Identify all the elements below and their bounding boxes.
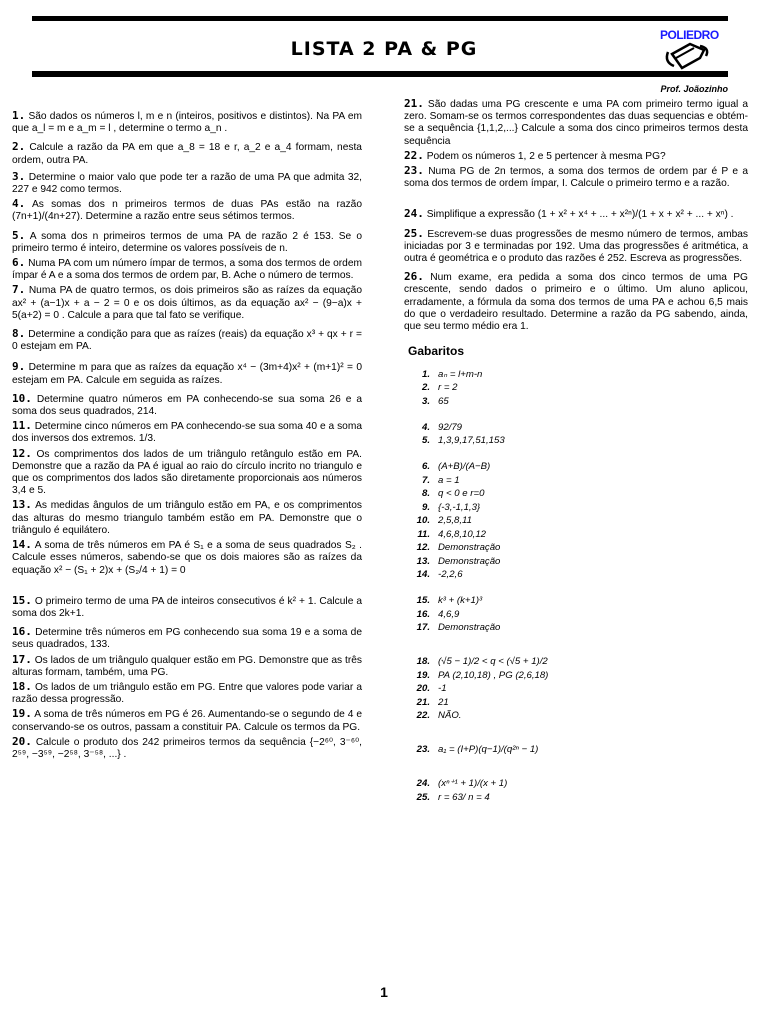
gabarito-item (404, 514, 748, 528)
gabarito-value: (√5 − 1)/2 < q < (√5 + 1)/2 (438, 656, 548, 668)
gabarito-value: 21 (438, 696, 449, 708)
question-item (404, 150, 748, 163)
question-number: 2. (12, 140, 26, 154)
question-text: Determine m para que as raízes da equação x⁴ − (3m+4)x² + (m+1)² = 0 estejam em PA. Calcule em seguida as raízes. (12, 362, 362, 386)
top-rule (32, 16, 728, 21)
question-number: 22. (404, 148, 424, 162)
gabarito-item (404, 448, 748, 474)
question-number: 15. (12, 593, 32, 607)
logo-text: POLIEDRO (660, 28, 719, 42)
question-text: Podem os números 1, 2 e 5 pertencer à mesma PG? (426, 150, 666, 162)
author: Prof. Joãozinho (660, 84, 728, 94)
question-number: 5. (12, 228, 26, 242)
gabarito-value: k³ + (k+1)³ (438, 595, 483, 607)
gabarito-number: 4. (421, 421, 430, 433)
gabarito-item (404, 621, 748, 635)
gabarito-item (404, 541, 748, 555)
gabarito-item (404, 381, 748, 395)
question-text: Os lados de um triângulo qualquer estão em PG. Demonstre que as três alturas formam, também, uma PG. (12, 654, 362, 678)
question-text: Determine quatro números em PA conhecendo-se sua soma 26 e a soma dos seus quadrados, 214. (12, 393, 362, 418)
gabarito-value: Demonstração (438, 555, 501, 567)
gabarito-value: Demonstração (438, 542, 501, 554)
question-item (12, 284, 362, 322)
gabarito-number: 1. (421, 368, 430, 380)
question-item (12, 393, 362, 418)
question-text: Calcule a razão da PA em que a_8 = 18 e r, a_2 e a_4 formam, nesta ordem, outra PA. (12, 142, 362, 166)
question-text: Determine o maior valo que pode ter a razão de uma PA que admita 32, 227 e 942 como termos. (12, 171, 362, 196)
gabarito-value: -1 (438, 683, 447, 695)
gabarito-item (404, 635, 748, 669)
question-item (12, 595, 362, 620)
gabarito-item (404, 434, 748, 448)
question-item (12, 654, 362, 679)
gabarito-item (404, 757, 748, 791)
question-number: 17. (12, 652, 32, 666)
gabarito-item (404, 363, 748, 381)
gabarito-value: 4,6,8,10,12 (438, 528, 487, 540)
gabarito-item (404, 487, 748, 501)
gabarito-value: 65 (438, 395, 449, 407)
gabarito-value: -2,2,6 (438, 569, 463, 581)
gabarito-number: 3. (421, 395, 430, 407)
gabarito-number: 13. (416, 555, 430, 567)
question-text: Numa PG de 2n termos, a soma dos termos de ordem par é P e a soma dos termos de ordem ímpar, I. Calcule o primeiro termo e a razão. (404, 166, 748, 190)
gabarito-number: 17. (416, 622, 430, 634)
gabarito-item (404, 395, 748, 409)
question-text: Simplifique a expressão (1 + x² + x⁴ + ... + x²ⁿ)/(1 + x + x² + ... + xⁿ) . (426, 209, 734, 221)
gabarito-number: 10. (416, 515, 430, 527)
question-text: A soma dos n primeiros termos de uma PA de razão 2 é 153. Se o primeiro termo é inteiro, determine os valores possíveis de n. (12, 230, 362, 254)
question-text: A soma de três números em PA é S₁ e a soma de seus quadrados S₂ . Calcule esses números, sabendo-se que os dois maiores são as raízes da equação x² − (S₁ + 2)x + (S₂/4 + 1) = 0 (12, 540, 362, 576)
question-item (404, 271, 748, 333)
question-text: Determine cinco números em PA conhecendo-se sua soma 40 e a soma dos inversos dos extremos. 1/3. (12, 421, 362, 445)
gabarito-value: r = 63/ n = 4 (438, 791, 490, 803)
question-item (12, 626, 362, 651)
gabarito-number: 25. (416, 791, 430, 803)
gabarito-number: 16. (416, 608, 430, 620)
gabarito-item (404, 723, 748, 757)
question-text: As somas dos n primeiros termos de duas PAs estão na razão (7n+1)/(4n+27). Determine a razão entre seus sétimos termos. (12, 199, 362, 223)
gabarito-number: 24. (416, 778, 430, 790)
question-number: 23. (404, 164, 424, 178)
gabarito-number: 11. (417, 528, 430, 540)
gabarito-item (404, 669, 748, 683)
question-number: 3. (12, 169, 26, 183)
gabarito-item (404, 568, 748, 582)
question-number: 25. (404, 226, 424, 240)
question-item (12, 539, 362, 577)
question-number: 14. (12, 538, 32, 552)
question-item (12, 708, 362, 733)
gabarito-value: (A+B)/(A−B) (438, 461, 491, 473)
question-text: Os lados de um triângulo estão em PG. Entre que valores pode variar a razão dessa progressão. (12, 681, 362, 706)
question-item (12, 420, 362, 445)
question-number: 4. (12, 197, 26, 211)
question-text: O primeiro termo de uma PA de inteiros consecutivos é k² + 1. Calcule a soma dos 2k+1. (12, 595, 362, 619)
gabarito-item (404, 555, 748, 569)
question-item (12, 257, 362, 282)
gabarito-item (404, 709, 748, 723)
logo-icon (660, 28, 712, 70)
gabarito-number: 5. (421, 435, 430, 447)
gabarito-number: 23. (416, 744, 430, 756)
gabarito-item (404, 582, 748, 608)
gabarito-number: 21. (416, 696, 430, 708)
question-text: Calcule o produto dos 242 primeiros termos da sequência {−2⁶⁰, 3⁻⁶⁰, 2⁵⁹, −3⁵⁹, −2⁵⁸, 3⁻⁵⁸, ...} . (12, 736, 362, 760)
right-question-list (404, 98, 748, 333)
gabarito-item (404, 682, 748, 696)
gabarito-number: 7. (421, 474, 430, 486)
gabarito-value: 4,6,9 (438, 608, 460, 620)
gabarito-number: 14. (416, 569, 430, 581)
question-item (12, 448, 362, 498)
question-number: 6. (12, 256, 26, 270)
question-number: 19. (12, 707, 32, 721)
left-column (12, 110, 362, 763)
gabarito-number: 22. (416, 710, 430, 722)
gabarito-value: Demonstração (438, 622, 501, 634)
question-text: Determine três números em PG conhecendo sua soma 19 e a soma de seus quadrados, 133. (12, 627, 362, 651)
gabarito-value: r = 2 (438, 382, 458, 394)
question-text: Num exame, era pedida a soma dos cinco termos de uma PG crescente, sendo dados o primeiro e o último. Um aluno aplicou, erradamente, a fórmula da soma dos termos de uma PA e achou 6,5 mais do que o verdadeiro resultado. Determine a razão da PG sabendo, ainda, que seu termo médio era 1. (404, 272, 748, 333)
gabarito-number: 20. (416, 683, 430, 695)
question-text: Determine a condição para que as raízes (reais) da equação x³ + qx + r = 0 estejam em PA. (12, 329, 362, 353)
page-title: LISTA 2 PA & PG (290, 38, 478, 60)
question-text: Numa PA de quatro termos, os dois primeiros são as raízes da equação ax² + (a−1)x + a − 2 = 0 e os dois últimos, as da equação ax² − (9−a)x + 5(a+2) = 0 . Calcule a para que tal fato se verifique. (12, 285, 362, 321)
question-item (404, 208, 748, 221)
question-number: 26. (404, 270, 424, 284)
gabarito-item (404, 474, 748, 488)
gabarito-number: 9. (421, 501, 430, 513)
gabarito-value: {-3,-1,1,3} (438, 501, 481, 513)
question-number: 13. (12, 498, 32, 512)
question-number: 20. (12, 734, 32, 748)
question-text: A soma de três números em PG é 26. Aumentando-se o segundo de 4 e conservando-se os outros, passam a constituir PA. Calcule os termos da PG. (12, 709, 362, 733)
gabarito-number: 19. (416, 669, 430, 681)
gabarito-value: 92/79 (438, 421, 463, 433)
gabarito-value: (xⁿ⁺¹ + 1)/(x + 1) (438, 778, 508, 790)
gabarito-number: 12. (416, 542, 430, 554)
gabarito-number: 15. (416, 595, 430, 607)
gabarito-value: PA (2,10,18) , PG (2,6,18) (438, 669, 549, 681)
gabarito-item (404, 608, 748, 622)
question-number: 16. (12, 625, 32, 639)
question-number: 24. (404, 207, 424, 221)
question-text: Os comprimentos dos lados de um triângulo retângulo estão em PA. Demonstre que a razão da PA é igual ao raio do círculo incrito no triangulo e que os comprimentos dos lados são diretamente proporcionais aos números 3,4 e 5. (12, 448, 362, 497)
gabarito-number: 2. (421, 382, 430, 394)
question-item (12, 110, 362, 135)
question-text: As medidas ângulos de um triângulo estão em PA, e os comprimentos das alturas do mesmo triangulo também estão em PA. Demonstre que o triângulo é equilátero. (12, 500, 362, 536)
bottom-rule (32, 71, 728, 77)
question-number: 1. (12, 109, 26, 122)
gabarito-item (404, 528, 748, 542)
gabarito-number: 8. (421, 488, 430, 500)
question-number: 12. (12, 446, 32, 460)
gabarito-number: 18. (416, 656, 430, 668)
question-number: 21. (404, 97, 424, 110)
question-number: 8. (12, 327, 26, 341)
gabarito-item (404, 791, 748, 805)
question-item (12, 230, 362, 255)
question-item (12, 328, 362, 353)
question-text: Escrevem-se duas progressões de mesmo número de termos, ambas iniciadas por 3 e terminadas por 192. Uma das progressões é aritmética, a outra é geométrica e o produto das razões é 252. Escreva as progressões. (404, 228, 748, 265)
question-item (404, 228, 748, 266)
page-number: 1 (380, 984, 388, 1000)
question-item (404, 98, 748, 148)
question-item (12, 198, 362, 223)
gabarito-value: q < 0 e r=0 (438, 488, 485, 500)
question-item (12, 499, 362, 537)
gabarito-value: NÃO. (438, 710, 462, 722)
logo (660, 28, 719, 70)
question-item (12, 736, 362, 761)
question-number: 18. (12, 679, 32, 693)
gabarito-value: aₙ = l+m-n (438, 368, 483, 380)
question-item (12, 361, 362, 386)
gabarito-value: a = 1 (438, 474, 460, 486)
question-item (12, 141, 362, 166)
gabarito-list (404, 363, 748, 804)
gabarito-title: Gabaritos (408, 344, 465, 359)
gabarito-item (404, 696, 748, 710)
question-item (404, 165, 748, 190)
question-number: 9. (12, 360, 26, 374)
gabarito-item (404, 501, 748, 515)
gabarito-value: 1,3,9,17,51,153 (438, 435, 505, 447)
question-text: São dados os números l, m e n (inteiros, positivos e distintos). Na PA em que a_l = m e a_m = l , determine o termo a_n . (12, 111, 362, 135)
gabarito-value: 2,5,8,11 (438, 515, 472, 527)
gabarito-value: a₁ = (I+P)(q−1)/(q²ⁿ − 1) (438, 744, 539, 756)
question-item (12, 171, 362, 196)
question-number: 11. (12, 419, 32, 433)
question-number: 10. (12, 391, 32, 405)
question-text: Numa PA com um número ímpar de termos, a soma dos termos de ordem ímpar é A e a soma dos termos de ordem par, B. Ache o número de termos. (12, 258, 362, 282)
question-item (12, 681, 362, 706)
gabarito-item (404, 408, 748, 434)
gabarito-number: 6. (421, 461, 430, 473)
question-text: São dadas uma PG crescente e uma PA com primeiro termo igual a zero. Somam-se os termos correspondentes das duas sequencias e obtém-se a sequência {1,1,2,...} Calcule a soma dos cinco primeiros termos desta sequência (404, 99, 748, 147)
right-column (404, 98, 748, 804)
question-number: 7. (12, 283, 26, 297)
